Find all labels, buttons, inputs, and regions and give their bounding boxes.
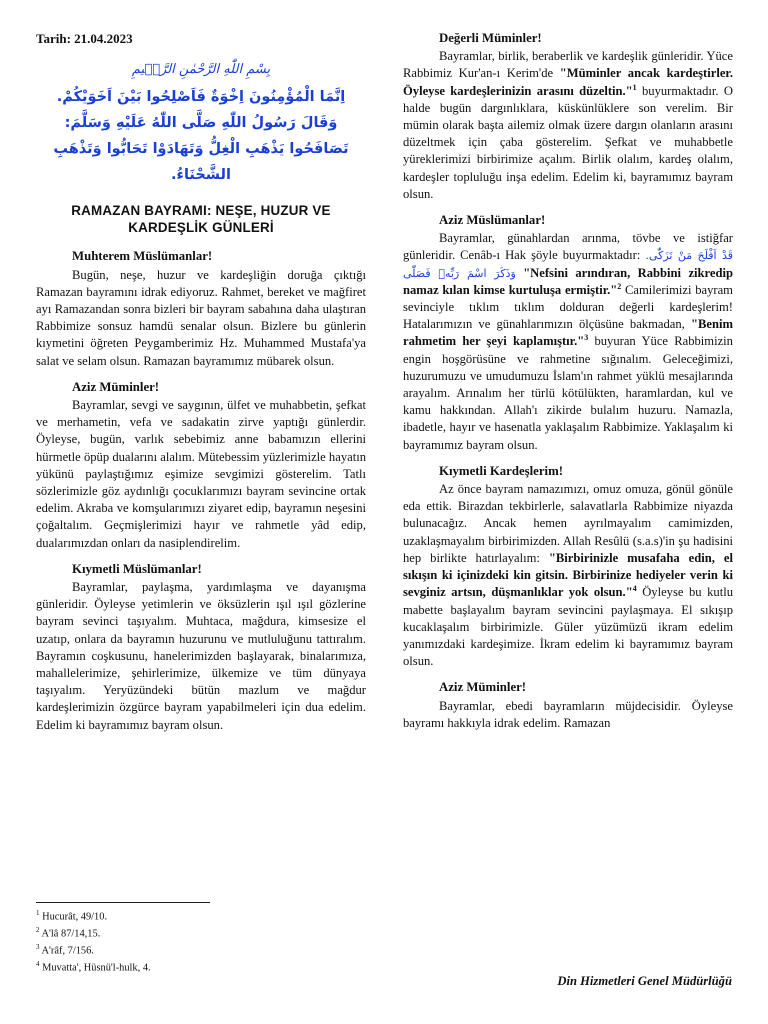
section-heading: Aziz Müminler! [72, 379, 160, 394]
footnote-ref: 4 [632, 584, 637, 594]
section-paragraph: Bayramlar, sevgi ve saygının, ülfet ve muhabbetin, şefkat ve merhametin, vefa ve sadakatin zirve yaptığı günlerdir. Öyleyse, bugün, varlık sebebimiz anne babamızın ellerini hürmetle öpüp dualarını alalım. Mütebessim yüzlerimizle hayatın yükünü paylaştığımız eşimize sevgimizi gösterelim. Tatlı sözlerimizle göz aydınlığı çocuklarımızı bayram sevincine ortak edelim. Akraba ve komşularımızı ziyaret edip, bayramın neşesini çoğaltalım. Geçmişlerimizi hayır ve rahmetle yâd edip, dualarımızdan onları da nasiplendirelim. [36, 398, 366, 550]
footer-organization: Din Hizmetleri Genel Müdürlüğü [557, 974, 732, 988]
arabic-hadith-line: تَصَافَحُوا يَذْهَبِ الْغِلُّ وَتَهَادَوْا تَحَابُّوا وَتَذْهَبِ الشَّحْنَاءُ. [53, 141, 349, 184]
paragraph-text: Öyleyse bu kutlu mabette başlayalım bayram sevincini paylaşmaya. El sıkışıp kucaklaşalım birbirimizle. Güler yüzümüzü ikram edelim yanımızdaki kardeşimize. İkram edelim ki bayramımız bayram olsun. [403, 585, 733, 669]
section-paragraph [403, 481, 733, 670]
arabic-verse-line: اِنَّمَا الْمُؤْمِنُونَ اِخْوَةٌ فَاَصْلِحُوا بَيْنَ اَخَوَيْكُمْ. [56, 89, 346, 106]
section-heading: Değerli Müminler! [439, 31, 542, 45]
footnote-divider [36, 902, 210, 903]
footnote-text: Hucurât, 49/10. [42, 911, 108, 923]
footnote-item [36, 941, 366, 958]
section-degerli-mu-minler [403, 30, 733, 203]
section-paragraph [403, 48, 733, 203]
footnote-text: A'râf, 7/156. [41, 945, 94, 957]
arabic-bismillah: بِسْمِ اللّٰهِ الرَّحْمٰنِ الرَّح۪يمِ [131, 62, 271, 78]
section-heading: Kıymetli Kardeşlerim! [439, 463, 564, 478]
section-muhterem-muslumanlar [36, 248, 366, 369]
footnotes [36, 907, 366, 975]
quran-quote: "Müminler ancak kardeştirler. Öyleyse kardeşlerinizin arasını düzeltin." [403, 66, 733, 98]
section-paragraph: Bayramlar, ebedi bayramların müjdecisidir. Öyleyse bayramı hakkıyla idrak edelim. Ramazan [403, 698, 733, 730]
footnote-item [36, 907, 366, 924]
paragraph-text: Bayramlar, günahlardan arınma, tövbe ve istiğfar günleridir. Cenâb-ı Hak şöyle buyurmaktadır: [403, 231, 733, 263]
section-aziz-muslumanlar [403, 212, 733, 454]
footnote-text: A'lâ 87/14,15. [41, 928, 101, 940]
section-paragraph: Bayramlar, paylaşma, yardımlaşma ve dayanışma günleridir. Öyleyse yetimlerin ve öksüzlerin ışıl ışıl gözlerine bayram sevinci taşıyalım. Muhtaca, mağdura, kimsesize el uzatıp, onlara da bayramın huzurunu ve mutluluğunu tattıralım. Bayramın coşkusunu, hanelerimizden başlayarak, binalarımıza, mahallelerimize, şehirlerimize, ülkemize ve tüm dünyaya taşıyalım. Yeryüzündeki bütün mazlum ve mağdur kardeşlerimizin özgürce bayram yapabilmeleri için dua edelim. Edelim ki bayramımız bayram olsun. [36, 580, 366, 732]
section-heading: Aziz Müminler! [439, 680, 527, 695]
section-paragraph: Bugün, neşe, huzur ve kardeşliğin doruğa çıktığı Ramazan bayramını idrak ediyoruz. Rahmet, bereket ve mağfiret ayı Ramazandan sonra bizleri bir bayram sabahına daha ulaştıran Rabbimize sonsuz hamdü senalar olsun. Bizlere bu günlerin kıymetini öğreten Peygamberimiz Hz. Muhammed Mustafa'ya salat ve selam olsun. Ramazan bayramımız mübarek olsun. [36, 267, 366, 368]
footnote-text: Muvatta', Hüsnü'l-hulk, 4. [42, 962, 151, 974]
section-heading: Kıymetli Müslümanlar! [72, 561, 202, 576]
hadith-quote: "Birbirinizle musafaha edin, el sıkışın ki içinizdeki kin gitsin. Birbirinize hediyeler verin ki sevginiz artsın, düşmanlıklar yok olsun." [403, 550, 733, 600]
footnote-number: 4 [36, 960, 40, 969]
footnote-ref: 3 [584, 333, 589, 343]
left-column [36, 30, 366, 743]
section-aziz-mu-minler [36, 379, 366, 552]
footnote-ref: 1 [632, 82, 637, 92]
arabic-header [36, 61, 366, 188]
right-column [403, 30, 733, 741]
paragraph-text: Az önce bayram namazımızı, omuz omuza, gönül gönüle eda ettik. Birazdan tekbirlerle, salavatlarla Rabbimize niyazda bulunacağız. Ancak hemen ayrılmayalım camimizden, uzaklaşmayalım birbirimizden. Allah Resûlü (s.a.s)'in şu hadisini hep birlikte hatırlayalım: [403, 482, 733, 565]
section-kiymetli-kardeslerim [403, 463, 733, 670]
footnote-item [36, 924, 366, 941]
footnote-number: 1 [36, 909, 40, 917]
footnote-item [36, 958, 366, 975]
footnote-number: 2 [36, 926, 40, 935]
quran-quote: "Benim rahmetim her şeyi kaplamıştır." [403, 317, 733, 349]
paragraph-text: buyurmaktadır. O halde bugün dargınlıklara, küskünlüklere son verelim. Bir mümin olarak başta ailemiz olmak üzere dargın olanların arasını düzeltmek için çaba gösterelim. Şefkat ve muhabbetle yüreklerimizi birbirimize açalım. Birlik olalım, kardeş olalım, kardeşler topluluğu inşa edelim. Edelim ki, bayramımız bayram olsun. [403, 83, 733, 201]
footnote-number: 3 [36, 943, 40, 952]
paragraph-text: Camilerimizi bayram sevinciyle tıklım tıklım dolduran değerli kardeşlerim! Hatalarımızın ve günahlarımızın ölçüsüne bakmadan, [403, 282, 733, 332]
paragraph-text: buyuran Yüce Rabbimizin engin hoşgörüsüne ve rahmetine sığınalım. Geleceğimizi, huzurumuzu ve umudumuzu İslam'ın rahmet yüklü mesajlarında arayalım. Arınalım her türlü kötülükten, haramlardan, kul ve kamu hakkından. Allah'ı zikirde bulalım huzuru. Namazla, ibadetle, hayır ve hasenatla yaklaşalım Rabbimize. Yaklaşalım ki bayramımız bayram olsun. [403, 334, 733, 452]
section-kiymetli-muslumanlar [36, 561, 366, 734]
arabic-hadith-intro-line: وَقَالَ رَسُولُ اللّٰهِ صَلَّى اللّٰهُ عَلَيْهِ وَسَلَّمَ: [64, 115, 338, 132]
date-label: Tarih: 21.04.2023 [36, 31, 133, 46]
section-heading: Aziz Müslümanlar! [439, 213, 546, 228]
section-heading: Muhterem Müslümanlar! [72, 249, 213, 264]
sermon-title: RAMAZAN BAYRAMI: NEŞE, HUZUR VE KARDEŞLİK GÜNLERİ [71, 203, 331, 236]
paragraph-text: Bayramlar, birlik, beraberlik ve kardeşlik günleridir. Yüce Rabbimiz Kur'an-ı Kerim'de [403, 49, 733, 81]
section-aziz-mu-minler-2 [403, 679, 733, 732]
arabic-inline-verse: قَدْ اَفْلَحَ مَنْ تَزَكّٰى. وَذَكَرَ اسْمَ رَبِّه۪ فَصَلّٰى [403, 249, 733, 280]
quran-quote: "Nefsini arındıran, Rabbini zikredip namaz kılan kimse kurtuluşa ermiştir." [403, 265, 733, 297]
section-paragraph [403, 230, 733, 454]
footnote-ref: 2 [617, 281, 622, 291]
